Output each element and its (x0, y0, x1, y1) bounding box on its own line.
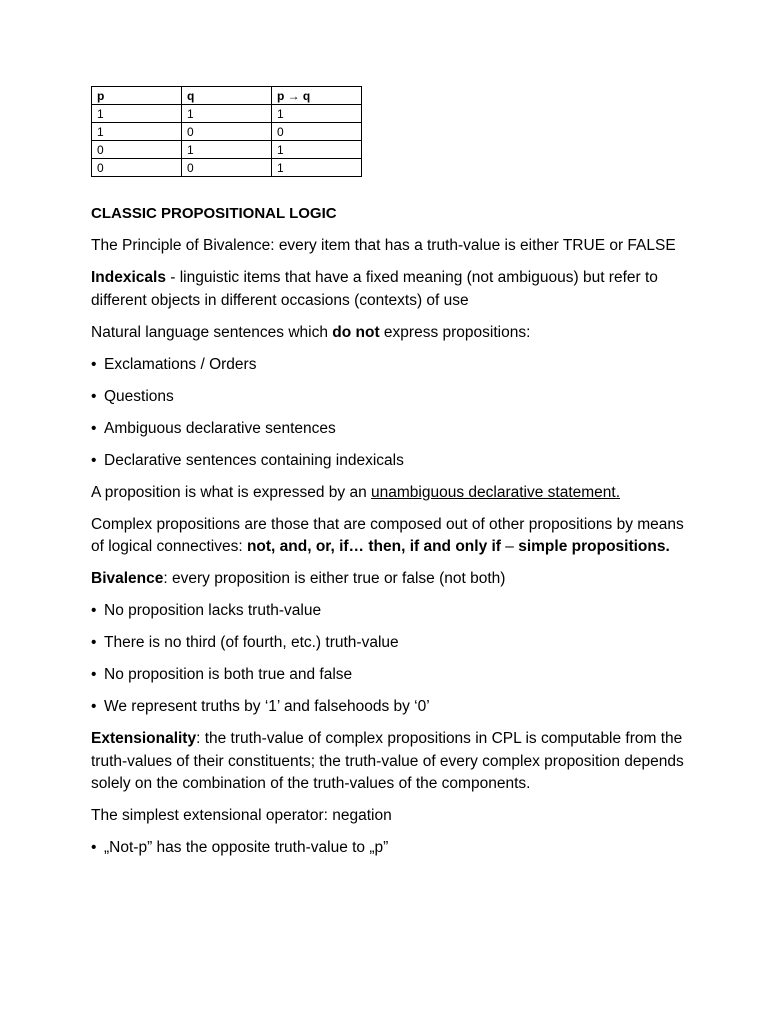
header-implication: p → q (271, 87, 361, 105)
bivalence-term: Bivalence (91, 570, 164, 587)
complex-props-prefix: Complex propositions are those that are composed out of other propositions by means of logical connectives: (91, 515, 684, 555)
list-item-text: Questions (104, 387, 174, 405)
table-cell: 0 (92, 159, 182, 177)
extensionality-definition: : the truth-value of complex propositions in CPL is computable from the truth-values of their constituents; the truth-value of every complex proposition depends solely on the combination of the truth-values of the components. (91, 730, 684, 792)
indexicals-definition: - linguistic items that have a fixed meaning (not ambiguous) but refer to different objects in different occasions (contexts) of use (91, 269, 658, 309)
non-propositions-paragraph (91, 322, 691, 345)
list-item-text: No proposition is both true and false (104, 666, 353, 683)
table-cell: 1 (271, 141, 361, 159)
list-item (91, 837, 691, 860)
non-propositions-prefix: Natural language sentences which (91, 323, 333, 341)
table-cell: 0 (181, 123, 271, 141)
list-item (91, 386, 691, 409)
non-propositions-suffix: express propositions: (379, 323, 531, 341)
table-cell: 1 (92, 123, 182, 141)
list-item-text: Ambiguous declarative sentences (104, 419, 336, 437)
table-cell: 0 (271, 123, 361, 141)
truth-table (91, 86, 362, 177)
document-body (91, 203, 691, 869)
proposition-definition-paragraph (91, 482, 691, 505)
list-item-text: Exclamations / Orders (104, 355, 257, 373)
table-row (92, 159, 362, 177)
non-propositions-emphasis: do not (332, 323, 380, 341)
bivalence-principle-paragraph: The Principle of Bivalence: every item that has a truth-value is either TRUE or FALSE (91, 237, 676, 254)
bullet-icon: • (91, 698, 97, 715)
table-row (92, 141, 362, 159)
bivalence-definition: : every proposition is either true or false (not both) (163, 570, 506, 587)
bullet-icon: • (91, 602, 97, 619)
table-cell: 0 (92, 141, 182, 159)
header-p: p (92, 87, 182, 105)
bullet-icon: • (91, 355, 97, 373)
list-item (91, 450, 691, 473)
table-cell: 1 (271, 159, 361, 177)
list-item-text: Declarative sentences containing indexicals (104, 451, 404, 469)
complex-props-connectives: not, and, or, if… then, if and only if (246, 538, 501, 555)
header-q: q (181, 87, 271, 105)
bullet-icon: • (91, 387, 97, 405)
proposition-def-prefix: A proposition is what is expressed by an (91, 483, 372, 501)
list-item (91, 354, 691, 377)
list-item (91, 696, 691, 719)
indexicals-paragraph (91, 267, 691, 312)
list-item-text: No proposition lacks truth-value (104, 602, 322, 619)
proposition-def-underlined: unambiguous declarative statement. (371, 483, 621, 501)
list-item-text: We represent truths by ‘1’ and falsehoods by ‘0’ (104, 698, 430, 715)
table-row (92, 123, 362, 141)
list-item (91, 418, 691, 441)
table-row (92, 105, 362, 123)
table-cell: 1 (271, 105, 361, 123)
extensionality-term: Extensionality (91, 730, 197, 747)
negation-paragraph: The simplest extensional operator: negation (91, 807, 392, 824)
truth-table-header-row (92, 87, 362, 105)
list-item (91, 632, 691, 655)
table-cell: 0 (181, 159, 271, 177)
bullet-icon: • (91, 839, 97, 856)
section-heading: CLASSIC PROPOSITIONAL LOGIC (91, 205, 337, 222)
table-cell: 1 (92, 105, 182, 123)
complex-propositions-paragraph (91, 514, 691, 559)
bivalence-paragraph (91, 568, 691, 591)
extensionality-paragraph (91, 728, 691, 796)
table-cell: 1 (181, 141, 271, 159)
complex-props-dash: – (500, 538, 519, 555)
list-item (91, 664, 691, 687)
indexicals-term: Indexicals (91, 269, 166, 286)
bullet-icon: • (91, 634, 97, 651)
bullet-icon: • (91, 419, 97, 437)
table-cell: 1 (181, 105, 271, 123)
bullet-icon: • (91, 666, 97, 683)
list-item-text: There is no third (of fourth, etc.) truth-value (104, 634, 399, 651)
complex-props-simple: simple propositions. (518, 538, 670, 555)
list-item-text: „Not-p” has the opposite truth-value to „p” (104, 839, 389, 856)
list-item (91, 600, 691, 623)
bullet-icon: • (91, 451, 97, 469)
